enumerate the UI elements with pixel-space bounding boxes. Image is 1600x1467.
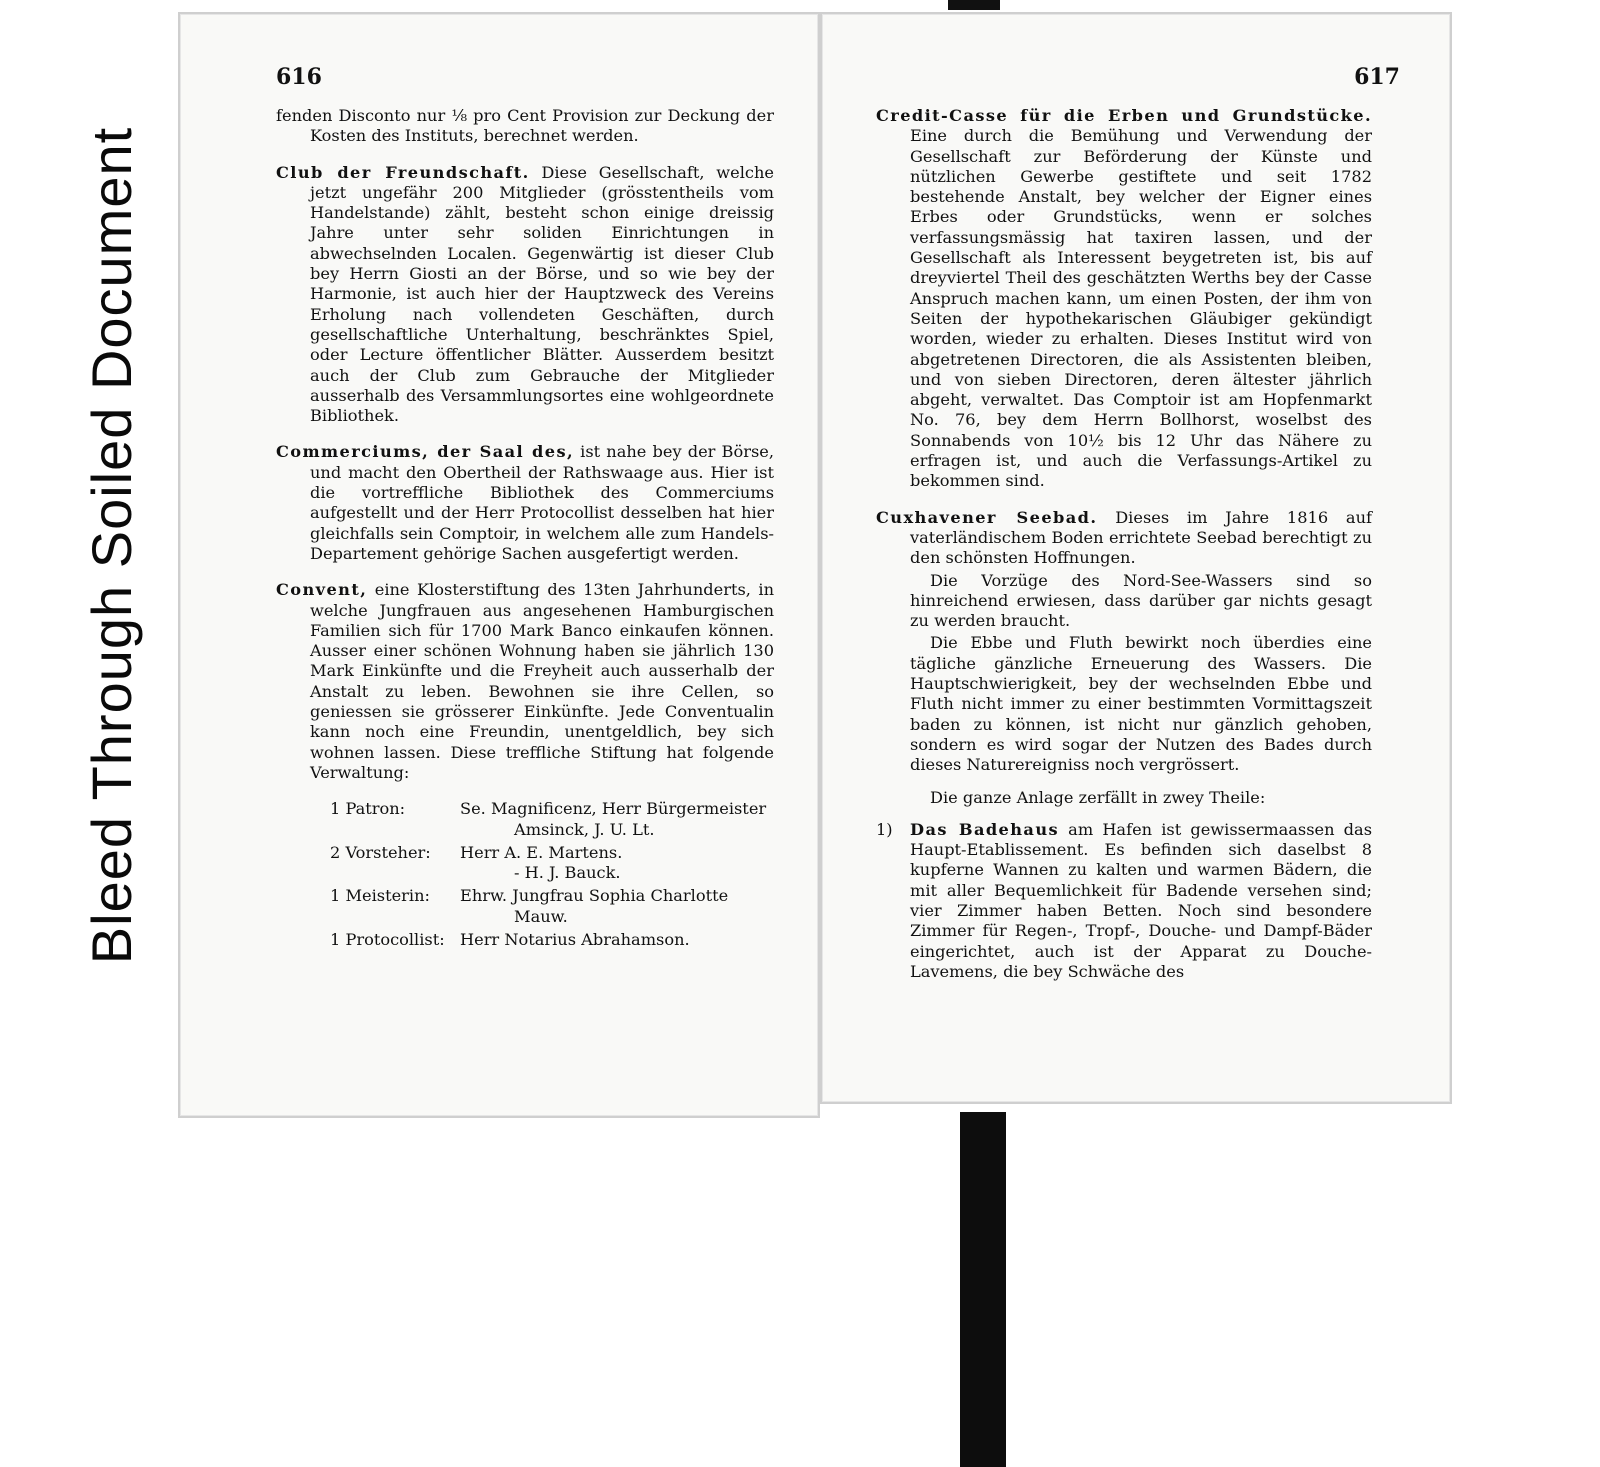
sidebar-label — [62, 40, 162, 1050]
entry-text: ist nahe bey der Börse, und macht den Obertheil der Rathswaage aus. Hier ist die vortreffliche Bibliothek des Commerciums aufgestellt und der Herr Protocollist desselben hat hier gleichfalls sein Comptoir, in welchem alle zum Handels-Departement gehörige Sachen ausgefertigt werden. — [310, 442, 774, 563]
entry-heading: Convent, — [276, 580, 368, 600]
list-heading: Das Badehaus — [910, 819, 1060, 839]
staff-row-cont: Amsinck, J. U. Lt. — [514, 819, 655, 839]
entry-text: Dieses im Jahre 1816 auf vaterländischem Boden errichtete Seebad berechtigt zu den schönsten Hoffnungen. — [910, 507, 1372, 568]
list-item — [876, 820, 1372, 982]
staff-row-cont: Mauw. — [514, 906, 568, 926]
staff-list — [276, 799, 774, 950]
entry-text: Eine durch die Bemühung und Verwendung der Gesellschaft zur Beförderung der Künste und nützlichen Gewerbe gestiftete und seit 1782 bestehende Anstalt, bey welcher der Eigner eines Erbes oder Grundstücks, wenn er solches verfassungsmässig hat taxiren lassen, und der Gesellschaft als Interessent beygetreten ist, bis auf dreyviertel Theil des geschätzten Werths bey der Casse Anspruch machen kann, um einen Posten, der ihm von Seiten der hypothekarischen Gläubiger gekündigt worden, wieder zu erhalten. Dieses Institut wird von abgetretenen Directoren, die als Assistenten bleiben, und von sieben Directoren, deren ältester jährlich abgeht, verwaltet. Das Comptoir ist am Hopfenmarkt No. 76, bey dem Herrn Bollhorst, woselbst des Sonnabends von 10½ bis 12 Uhr das Nähere zu erfragen ist, und auch die Verfassungs-Artikel zu bekommen sind. — [910, 126, 1372, 491]
entry-continuation: fenden Disconto nur ⅛ pro Cent Provision zur Deckung der Kosten des Instituts, berechnet werden. — [276, 106, 774, 146]
list-text: Das Badehaus am Hafen ist gewissermaassen das Haupt-Etablissement. Es befinden sich daselbst 8 kupferne Wannen zu kalten und warmen Bädern, die mit aller Bequemlichkeit für Badende versehen sind; vier Zimmer haben Betten. Noch sind besondere Zimmer für Regen-, Tropf-, Douche- und Dampf-Bäder eingerichtet, auch ist der Apparat zu Douche-Lavemens, die bey Schwäche des — [910, 819, 1372, 981]
paragraph: Die Ebbe und Fluth bewirkt noch überdies eine tägliche gänzliche Erneuerung des Wassers. Die Hauptschwierigkeit, bey der wechselnden Ebbe und Fluth nicht immer zu einer bestimmten Vormittagszeit baden zu können, ist nicht nur gänzlich gehoben, sondern es wird sogar der Nutzen des Bades durch dieses Naturereigniss noch vergrössert. — [910, 633, 1372, 775]
right-column — [876, 106, 1372, 982]
page-number-left: 616 — [276, 64, 322, 90]
page-number-right: 617 — [1354, 64, 1400, 90]
entry-heading: Credit-Casse für die Erben und Grundstücke. — [876, 106, 1372, 125]
entry-club — [276, 163, 774, 427]
book-spread — [178, 0, 1456, 1122]
entry-text: eine Klosterstiftung des 13ten Jahrhunderts, in welche Jungfrauen aus angesehenen Hamburgischen Familien sich für 1700 Mark Banco einkaufen können. Ausser einer schönen Wohnung haben sie jährlich 130 Mark Einkünfte und die Freyheit auch ausserhalb der Anstalt zu leben. Bewohnen sie ihre Cellen, so geniessen sie grösserer Einkünfte. Jede Conventualin kann noch eine Freundin, unentgeldlich, bey sich wohnen lassen. Diese treffliche Stiftung hat folgende Verwaltung: — [310, 580, 774, 782]
staff-row-cont: - H. J. Bauck. — [514, 863, 621, 883]
staff-row: 1 Protocollist: Herr Notarius Abrahamson. — [330, 929, 690, 949]
gutter-bottom — [960, 1112, 1006, 1467]
gutter-top — [948, 0, 1000, 10]
entry-commerciums — [276, 442, 774, 564]
left-column — [276, 106, 774, 952]
left-page — [178, 12, 820, 1118]
staff-row: 2 Vorsteher: Herr A. E. Martens. — [330, 842, 623, 862]
entry-text: Diese Gesellschaft, welche jetzt ungefähr 200 Mitglieder (grösstentheils vom Handelstande) zählt, besteht schon einige dreissig Jahre unter sehr soliden Einrichtungen in abwechselnden Localen. Gegenwärtig ist dieser Club bey Herrn Giosti an der Börse, und so wie bey der Harmonie, ist auch hier der Hauptzweck des Vereins Erholung nach vollendeten Geschäften, durch gesellschaftliche Unterhaltung, beschränktes Spiel, oder Lecture öffentlicher Blätter. Ausserdem besitzt auch der Club zum Gebrauche der Mitglieder ausserhalb des Versammlungsortes eine wohlgeordnete Bibliothek. — [310, 162, 774, 426]
paragraph: Die Vorzüge des Nord-See-Wassers sind so hinreichend erwiesen, dass darüber gar nichts gesagt zu werden braucht. — [910, 570, 1372, 631]
sidebar-label-text: Bleed Through Soiled Document — [80, 126, 144, 964]
list-number: 1) — [876, 819, 893, 839]
entry-heading: Commerciums, der Saal des, — [276, 442, 575, 462]
paragraph: Die ganze Anlage zerfällt in zwey Theile: — [930, 787, 1266, 807]
staff-row: 1 Patron: Se. Magnificenz, Herr Bürgermeister — [330, 799, 767, 819]
staff-row: 1 Meisterin: Ehrw. Jungfrau Sophia Charlotte — [330, 886, 729, 906]
entry-credit-casse — [876, 106, 1372, 492]
entry-convent — [276, 580, 774, 783]
right-page — [820, 12, 1452, 1104]
entry-cuxhavener — [876, 508, 1372, 569]
entry-heading: Cuxhavener Seebad. — [876, 507, 1098, 527]
entry-heading: Club der Freundschaft. — [276, 162, 530, 182]
